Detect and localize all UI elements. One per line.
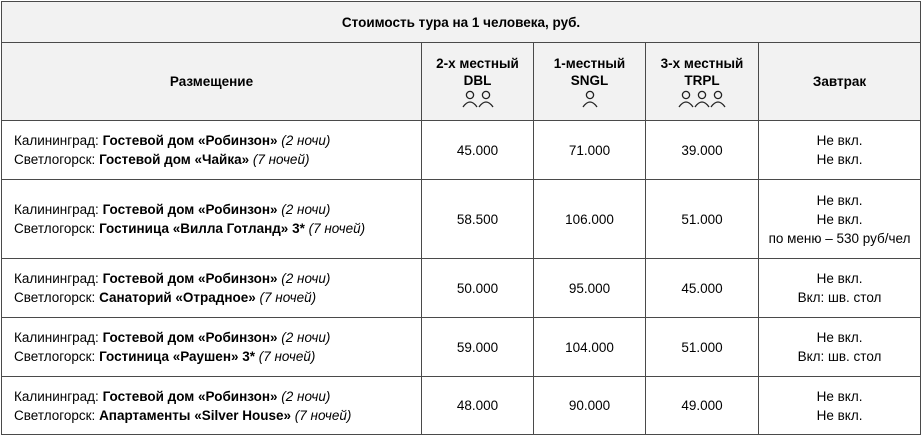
breakfast-line: Не вкл.	[816, 330, 863, 345]
placement-line-1	[14, 387, 421, 406]
breakfast-line: Не вкл.	[816, 192, 863, 208]
placement-line-2	[14, 406, 421, 425]
placement-cell	[2, 121, 422, 180]
placement-line-1	[14, 269, 421, 288]
table-row	[2, 377, 921, 435]
nights-count: (7 ночей)	[255, 349, 316, 364]
hotel-name: Гостевой дом «Робинзон»	[102, 202, 278, 217]
dbl-price: 45.000	[422, 121, 534, 180]
trpl-price: 45.000	[646, 259, 759, 318]
breakfast-cell	[759, 318, 921, 377]
nights-count: (7 ночей)	[304, 221, 366, 236]
sngl-price: 90.000	[534, 377, 646, 435]
hotel-name: Гостевой дом «Робинзон»	[102, 271, 278, 286]
trpl-header	[646, 43, 759, 121]
breakfast-line: Не вкл.	[816, 388, 863, 404]
nights-count: (2 ночи)	[277, 330, 331, 345]
sngl-price: 71.000	[534, 121, 646, 180]
placement-cell	[2, 377, 422, 435]
breakfast-cell	[759, 377, 921, 435]
sngl-header	[534, 43, 646, 121]
city-label: Калининград:	[14, 271, 103, 286]
placement-line-1	[14, 328, 421, 347]
breakfast-line: Не вкл.	[816, 152, 863, 167]
hotel-name: Гостевой дом «Робинзон»	[102, 133, 278, 148]
sngl-header-line1: 1-местный	[553, 56, 626, 71]
trpl-header-line1: 3-х местный	[660, 56, 744, 71]
trpl-header-line2: TRPL	[684, 73, 720, 88]
city-label: Светлогорск:	[14, 152, 100, 167]
sngl-price: 104.000	[534, 318, 646, 377]
hotel-name: Гостевой дом «Чайка»	[99, 152, 250, 167]
dbl-price: 59.000	[422, 318, 534, 377]
nights-count: (2 ночи)	[277, 202, 331, 217]
hotel-name: Гостевой дом «Робинзон»	[102, 330, 278, 345]
trpl-price: 39.000	[646, 121, 759, 180]
breakfast-cell	[759, 121, 921, 180]
hotel-name: Апартаменты «Silver House»	[99, 407, 292, 423]
nights-count: (7 ночей)	[291, 407, 352, 423]
placement-line-2	[14, 288, 421, 307]
city-label: Калининград:	[14, 330, 103, 345]
placement-line-2	[14, 150, 421, 169]
breakfast-line: Не вкл.	[816, 133, 863, 148]
breakfast-line: Не вкл.	[816, 211, 863, 227]
dbl-header-line1: 2-х местный	[436, 56, 519, 71]
table-row	[2, 121, 921, 180]
breakfast-line: Вкл: шв. стол	[797, 290, 882, 305]
placement-cell	[2, 180, 422, 259]
two-persons-icon	[422, 90, 533, 108]
three-persons-icon	[646, 90, 758, 108]
sngl-price: 106.000	[534, 180, 646, 259]
city-label: Светлогорск:	[14, 221, 100, 236]
city-label: Калининград:	[14, 133, 103, 148]
breakfast-line: Вкл: шв. стол	[797, 349, 882, 364]
breakfast-header: Завтрак	[759, 43, 921, 121]
hotel-name: Санаторий «Отрадное»	[99, 290, 256, 305]
header-row	[2, 43, 921, 121]
breakfast-line: Не вкл.	[816, 271, 863, 286]
hotel-name: Гостевой дом «Робинзон»	[102, 388, 278, 404]
placement-line-1	[14, 200, 421, 219]
city-label: Калининград:	[14, 202, 103, 217]
nights-count: (2 ночи)	[277, 271, 331, 286]
city-label: Светлогорск:	[14, 349, 100, 364]
dbl-header-line2: DBL	[463, 73, 492, 88]
placement-header: Размещение	[2, 43, 422, 121]
price-table	[1, 1, 921, 435]
dbl-header	[422, 43, 534, 121]
city-label: Калининград:	[14, 388, 103, 404]
sngl-price: 95.000	[534, 259, 646, 318]
breakfast-line: по меню – 530 руб/чел	[768, 230, 911, 246]
breakfast-line: Не вкл.	[816, 407, 863, 423]
trpl-price: 51.000	[646, 318, 759, 377]
nights-count: (7 ночей)	[255, 290, 317, 305]
nights-count: (7 ночей)	[249, 152, 310, 167]
nights-count: (2 ночи)	[277, 133, 331, 148]
placement-line-1	[14, 131, 421, 150]
table-row	[2, 180, 921, 259]
placement-line-2	[14, 219, 421, 238]
caption-row	[2, 2, 921, 43]
trpl-price: 51.000	[646, 180, 759, 259]
table-caption: Стоимость тура на 1 человека, руб.	[2, 2, 921, 43]
dbl-price: 48.000	[422, 377, 534, 435]
placement-cell	[2, 259, 422, 318]
nights-count: (2 ночи)	[277, 388, 331, 404]
placement-cell	[2, 318, 422, 377]
city-label: Светлогорск:	[14, 407, 100, 423]
hotel-name: Гостиница «Раушен» 3*	[99, 349, 255, 364]
city-label: Светлогорск:	[14, 290, 100, 305]
placement-line-2	[14, 347, 421, 366]
breakfast-cell	[759, 259, 921, 318]
dbl-price: 50.000	[422, 259, 534, 318]
one-person-icon	[534, 90, 645, 108]
hotel-name: Гостиница «Вилла Готланд» 3*	[99, 221, 305, 236]
dbl-price: 58.500	[422, 180, 534, 259]
table-row	[2, 318, 921, 377]
trpl-price: 49.000	[646, 377, 759, 435]
table-row	[2, 259, 921, 318]
breakfast-cell	[759, 180, 921, 259]
sngl-header-line2: SNGL	[570, 73, 609, 88]
